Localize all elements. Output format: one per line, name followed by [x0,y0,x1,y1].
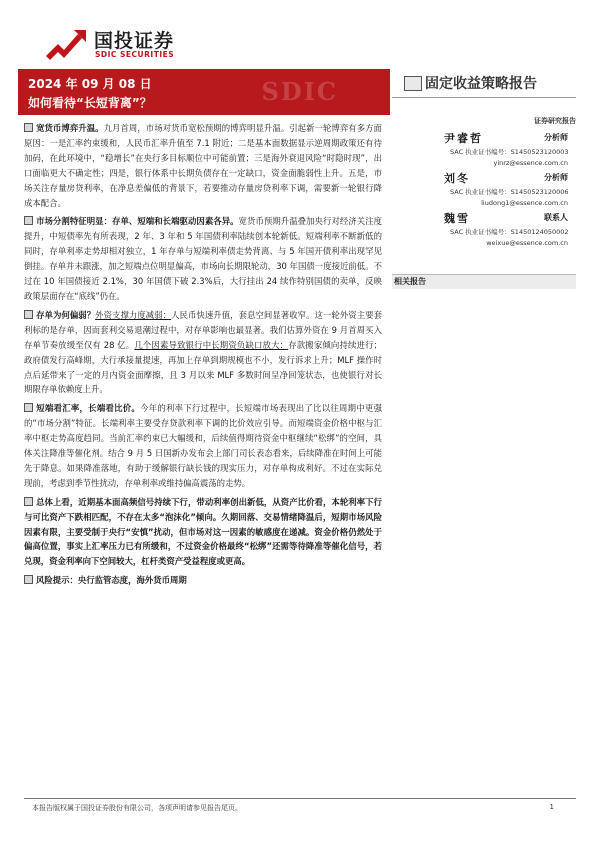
page-footer [24,798,576,819]
related-reports-label: 相关报告 [394,277,426,286]
title-banner [18,69,390,115]
paragraph-loose-money [24,121,382,210]
risk-text: 央行监管态度，海外货币周期 [77,575,187,586]
chart-icon [404,76,422,91]
bullet-icon [24,575,33,584]
paragraph-risk [24,573,382,588]
report-type-label: 固定收益策略报告 [425,76,537,92]
paragraph-short-long-end [24,401,382,490]
analyst-name: 尹睿哲 [444,132,483,145]
analyst-card [392,208,576,248]
brand-logo-mark [44,26,88,62]
analyst-title: 分析师 [544,173,568,182]
analyst-cert: SAC 执业证书编号：S1450124050002 [450,228,569,236]
report-date: 2024 年 09 月 08 日 [28,77,152,91]
analyst-cert: SAC 执业证书编号：S1450523120006 [450,188,569,196]
analyst-title: 分析师 [544,133,568,142]
underlined-point: 外资支撑力度减弱： [95,309,172,320]
report-type-header [404,72,576,94]
paragraph-text: 宽货币预期升温叠加央行对经济关注度提升，中短债率先有所表现，2 年、3 年和 5 年国债利率陆续创本轮新低。短端利率不断新低的同时，存单利率走势却相对独立，1 年存单与短端利率债走势背离、与 5 年国开债利率出现罕见倒挂。存单并未跟涨，加之短端点位明显偏高，市场向长期限轮动，30 年国债一度接近前低。不过在 10 年国债接近 2.1%，30 年国债下破 2.3%后，大行挂出 24 续作特别国债的卖单，反映政策层面存在“底线”仍在。 [24,216,383,301]
analyst-cert: SAC 执业证书编号：S1450523120003 [450,148,569,156]
paragraph-text: 人民币快速升值，套息空间显著收窄。这一轮外资主要套利标的是存单，因而套利交易退潮过程中，对存单影响也最显著。我们估算外资在 9 月首周买入存单节奏放缓至仅有 28 亿。 [24,309,383,350]
paragraph-heading: 短端看汇率，长端看比价。 [36,403,141,414]
analyst-card [392,128,576,168]
brand-name-en: SDIC SECURITIES [95,50,175,59]
paragraph-ncd-weakness [24,308,382,397]
analyst-sidebar [392,114,576,248]
analyst-title: 联系人 [544,213,568,222]
paragraph-text: 今年的利率下行过程中，长短端市场表现出了比以往周期中更强的“市场分割”特征。长端利率主要受存贷款利率下调的比价效应引导。而短端资金价格中枢与汇率中枢走势高度趋同。当前汇率约束已大幅缓和，后续值得期待资金中枢继续“松绑”的空间，具体关注降准等催化剂。结合 9 月 5 日国新办发布会上部门司长表态看来，后续降准在时间上可能先于降息。如果降准落地，有助于缓解银行缺长钱的现实压力，对存单构成利好。不过在实际兑现前，考虑到季节性扰动，存单利率或维持偏高震荡的走势。 [24,403,383,488]
analyst-email[interactable]: weixue@essence.com.cn [486,239,568,247]
bullet-icon [24,497,33,506]
bullet-icon [24,216,33,225]
report-body [24,121,382,592]
analyst-email[interactable]: liudong1@essence.com.cn [481,199,568,207]
research-section-label: 证券研究报告 [534,117,576,125]
brand-name-cn: 国投证券 [94,30,175,52]
bullet-icon [24,310,33,319]
related-reports-header [392,274,576,289]
underlined-point: 几个因素导致银行中长期资负缺口放大： [134,339,289,350]
paragraph-text: 九月首周，市场对货币宽松预期的博弈明显升温。引起新一轮博弈有多方面原因：一是汇率约束缓和，人民币汇率升值至 7.1 附近；二是基本面数据显示逆周期政策还有待加码，在此环境中，“稳增长”在央行多目标顺位中可能前置；三是海外衰退风险“时隐时现”，出口面临更大不确定性；四是，银行体系中长期负债存在一定缺口，资金面脆弱性上升。五是，市场关注存量房贷利率，在净息差偏低的背景下，若要推动存量房贷利率下调，需要新一轮银行降成本配合。 [24,123,382,208]
header-divider [392,97,576,98]
bullet-icon [24,123,33,132]
analyst-email[interactable]: yinrz@essence.com.cn [493,159,568,167]
footer-disclaimer: 本报告版权属于国投证券股份有限公司，各项声明请参见报告尾页。 [32,804,242,812]
analyst-name: 刘冬 [444,172,470,185]
bullet-icon [24,403,33,412]
paragraph-market-segmentation [24,214,382,303]
analyst-card [392,168,576,208]
paragraph-heading: 宽货币博弈升温。 [36,123,104,133]
paragraph-text: 存款搬家倾向持续进行；政府债发行高峰期，大行承接量提速，再加上存单到期规模也不小，发行诉求上升；MLF 操作时点后延带来了一定的月内资金面摩擦，且 3 月以来 MLF 多数时间呈净回笼状态，也使银行对长期限存单依赖度上升。 [24,339,383,395]
paragraph-summary [24,495,382,570]
page-number: 1 [549,803,554,811]
analyst-name: 魏雪 [444,212,470,225]
brand-logo [44,24,194,64]
summary-text: 总体上看，近期基本面高频信号持续下行，带动利率创出新低，从资产比价看，本轮利率下行与可比资产下跌相匹配，不存在太多“泡沫化”倾向。久期回落、交易情绪降温后，短期市场风险因素有限，主要受制于央行“安慎”扰动，但市场对这一因素的敏感度在递减。资金价格仍然处于偏高位置，事实上汇率压力已有所缓和，不过资金价格最终“松绑”还需等待降准等催化信号，若兑现，资金利率向下空间较大，杠杆类资产受益程度或更高。 [24,496,382,567]
paragraph-heading: 市场分割特征明显：存单、短端和长端驱动因素各异。 [36,216,239,227]
paragraph-heading: 存单为何偏弱？ [36,309,96,320]
risk-heading: 风险提示： [36,575,78,586]
report-title: 如何看待“长短背离”？ [28,96,152,110]
banner-watermark: SDIC [261,77,338,106]
